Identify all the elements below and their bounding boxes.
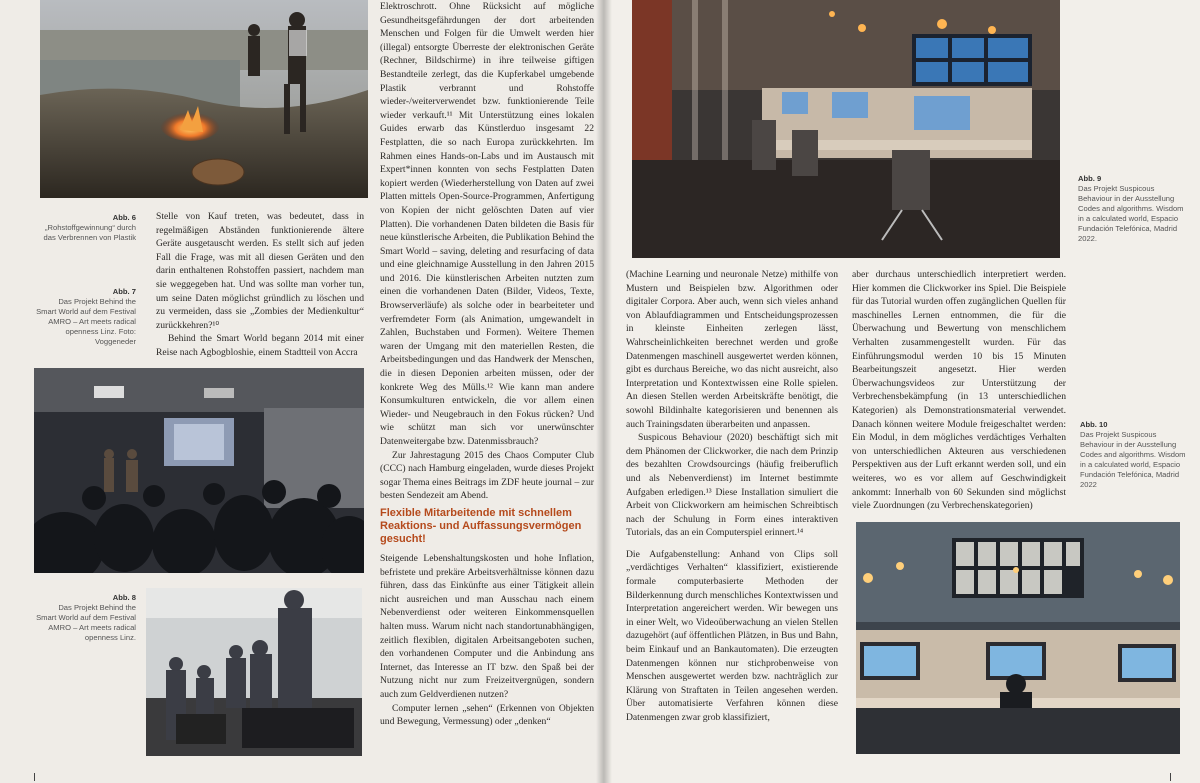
caption-text: Das Projekt Suspicous Behaviour in der Ausstellung Codes and algorithms. Wisdom in a calculated world, Espacio Fundación Telefónica, Madrid 2022 [1080,430,1186,489]
page-mark-left [34,773,35,781]
caption-abb9 [1078,174,1190,244]
text-column-1 [156,210,364,360]
photo-festival-workshop [146,588,362,756]
caption-number: Abb. 6 [112,213,136,222]
right-page [604,0,1200,783]
caption-number: Abb. 10 [1080,420,1108,429]
paragraph: Stelle von Kauf treten, was bedeutet, dass in regelmäßigen Abständen funktionierende ältere Geräte ausgetauscht werden. Es stellt sich auf jeden Fall die Frage, was mit all diesen Geräten und den darin enthaltenen Rohstoffen passiert, nachdem man sie weggegeben hat. Und was sollte man vorher tun, um seine Daten möglichst gründlich zu löschen und zu vermeiden, dass sie „Zombies der Medienkultur“ zurückkehren?¹⁰ [156,211,364,331]
paragraph: aber durchaus unterschiedlich interpretiert werden. Hier kommen die Clickworker ins Spiel. Die Beispiele für das Tutorial wurden offen zugänglichen Quellen für maschinelles Lernen entnommen, die für die Überwachung und Bewertung von menschlichem Verhalten zusammengestellt wurden. Für das Einführungsmodul werden 10 bis 15 Minuten Bearbeitungszeit angesetzt. Hier werden Überwachungsvideos zur Unterstützung der Verbrechensbekämpfung (in 13 unterschiedlichen Kategorien) als Demonstrationsmaterial verwendet. Danach können weitere Module freigeschaltet werden: Ein Modul, in dem mögliches verdächtiges Verhalten von unterschiedlichen Akteuren aus verschiedenen Perspektiven aus der Luft erkannt werden soll, und ein weiteres, wo es vor allem auf Geschwindigkeit ankommt: Innerhalb von 60 Sekunden sind möglichst viele Zuordnungen (zu Verbrechenskategorien) [852,269,1066,512]
paragraph: Zur Jahrestagung 2015 des Chaos Computer Club (CCC) nach Hamburg eingeladen, wurde dieses Projekt sogar Thema eines Beitrags im ZDF heute journal – zur besten Sendezeit am Abend. [380,449,594,502]
caption-abb6 [36,213,136,243]
text-column-4 [852,268,1066,513]
paragraph: Behind the Smart World begann 2014 mit einer Reise nach Agbogbloshie, einem Stadtteil von Accra [156,333,364,358]
paragraph: Suspicous Behaviour (2020) beschäftigt sich mit dem Phänomen der Clickworker, die nach dem Prinzip des bezahlten Crowdsourcings (häufig freiberuflich und als Nebenverdienst) im Internet bestimmte Aufgaben erledigen.¹³ Diese Installation simuliert die Arbeit von Clickworkern am heimischen Schreibtisch nach der Schulung in Form eines interaktiven Tutorials, das an ein Computerspiel erinnert.¹⁴ [626,432,838,539]
photo-festival-audience [34,368,364,573]
paragraph: (Machine Learning und neuronale Netze) mithilfe von Mustern und Beispielen bzw. Algorithmen oder digitaler Corpora. Aber auch, wenn sich vieles anhand von Ablaufdiagrammen und Entscheidungsprozessen in kleinste Einheiten zerlegen lässt, Wahrscheinlichkeiten berechnet werden und große Datenmengen maschinell ausgewertet werden können, gibt es durchaus Bereiche, wo das nicht ausreicht, also Interpretation und Kontextwissen eine Rolle spielen. An diesen Stellen werden Arbeitskräfte benötigt, die sowohl Bildinhalte kategorisieren und benennen als auch Trainingsdaten überarbeiten und anpassen. [626,269,838,430]
photo-suspicious-behaviour-installation-1 [632,0,1060,258]
paragraph: Computer lernen „sehen“ (Erkennen von Objekten und Bewegung, Vermessung) oder „denken“ [380,702,594,728]
paragraph: Elektroschrott. Ohne Rücksicht auf mögliche Gesundheitsgefährdungen der dort arbeitenden Menschen und Folgen für die Umwelt werden hier (illegal) entsorgte Überreste der elektronischen Geräte (Rechner, Bildschirme) in ihre teilweise giftigen Bestandteile zerlegt, das die Kupferkabel umgebende Plastik verbrannt und Rohstoffe wieder-/weiterverwendet bzw. funktionierende Teile wieder verkauft.¹¹ Mit Unterstützung eines lokalen Guides erwarb das Künstlerduo insgesamt 22 Festplatten, die so nach Europa zurückkehrten. Im Rahmen eines Hands-on-Labs und im Austausch mit Expert*innen konnten von sechs Festplatten Daten kopiert werden (Wiederherstellung von Daten auf zwei Platten mittels Open-Source-Programmen, Anfertigung von Kopien der nicht gelöschten Daten auf vier Platten). Die vorhandenen Daten bildeten die Basis für neue künstlerische Arbeiten, die Publikation Behind the Smart World – saving, deleting and resurfacing of data und eine gleichnamige Ausstellung in den Jahren 2015 und 2016. Die künstlerischen Arbeiten nutzten zum einen die vorhandenen Daten (Bilder, Videos, Texte, Browserverläufe) als solche oder in bearbeiteter und verfremdeter Form (als Animation, umgewandelt in Zahlen, Buchstaben und Formen). Weitere Themen waren der Umgang mit den materiellen Resten, die Arbeitsbedingungen und das Handwerk der Menschen, die in diesen Deponien arbeiten müssen, oder der konkrete Weg des Mülls.¹² Wie kann man andere Konsumkulturen entwickeln, die vor allem einen Wieder- und Neugebrauch in den Fokus rücken? Und wie schützt man sich vor unerwünschter Datenweitergabe bzw. Datenmissbrauch? [380,1,594,447]
caption-text: Das Projekt Suspicous Behaviour in der Ausstellung Codes and algorithms. Wisdom in a calculated world, Espacio Fundación Telefónica, Madrid 2022. [1078,184,1184,243]
caption-number: Abb. 7 [112,287,136,296]
caption-text: „Rohstoffgewinnung“ durch das Verbrennen von Plastik [43,223,136,242]
section-heading: Flexible Mitarbeitende mit schnellem Reaktions- und Auffassungsvermögen gesucht! [380,506,582,545]
caption-text: Das Projekt Behind the Smart World auf dem Festival AMRO – Art meets radical openness Linz. Foto: Voggeneder [36,297,136,346]
paragraph: Steigende Lebenshaltungskosten und hohe Inflation, befristete und prekäre Arbeitsverhältnisse können dazu führen, dass das Einkünfte aus einer Tätigkeit allein nicht ausreichen und man Ausschau nach einem Nebenverdienst oder weiteren Einkommensquellen halten muss. Warum nicht nach standortunabhängigen, zeitlich flexiblen, digitalen Arbeitsangeboten suchen, den vorhandenen Computer und die Anbindung ans Internet, das Interesse an IT bzw. den Spaß bei der Nutzung nicht nur zum Freizeitvergnügen, sondern auch zum Geldverdienen nutzen? [380,552,594,700]
caption-number: Abb. 9 [1078,174,1102,183]
caption-abb8 [36,593,136,643]
caption-text: Das Projekt Behind the Smart World auf dem Festival AMRO – Art meets radical openness Linz. [36,603,136,642]
photo-burning-ewaste [40,0,368,198]
paragraph: Die Aufgabenstellung: Anhand von Clips soll „verdächtiges Verhalten“ klassifiziert, existierende formale computerbasierte Methoden der Bilderkennung durch menschliches Kontextwissen und Interpretation angereichert werden. Wir bewegen uns in einer Welt, wo Videoüberwachung an vielen Stellen dazugehört (auf öffentlichen Plätzen, in Bus und Bahn, beim Einkauf und an Bankautomaten). Die erzeugten Datenmengen können nur stichprobenweise von Menschen ausgewertet werden bzw. nachträglich zur Klärung von Straftaten in Teilen angesehen werden. Über automatisierte Verfahren können diese Datenmengen zwar grob klassifiziert, [626,548,838,723]
photo-suspicious-behaviour-installation-2 [856,522,1180,754]
caption-abb10 [1080,420,1192,490]
text-column-3 [626,268,838,725]
caption-number: Abb. 8 [112,593,136,602]
text-column-2 [380,0,594,729]
page-mark-right [1170,773,1171,781]
caption-abb7 [36,287,136,347]
